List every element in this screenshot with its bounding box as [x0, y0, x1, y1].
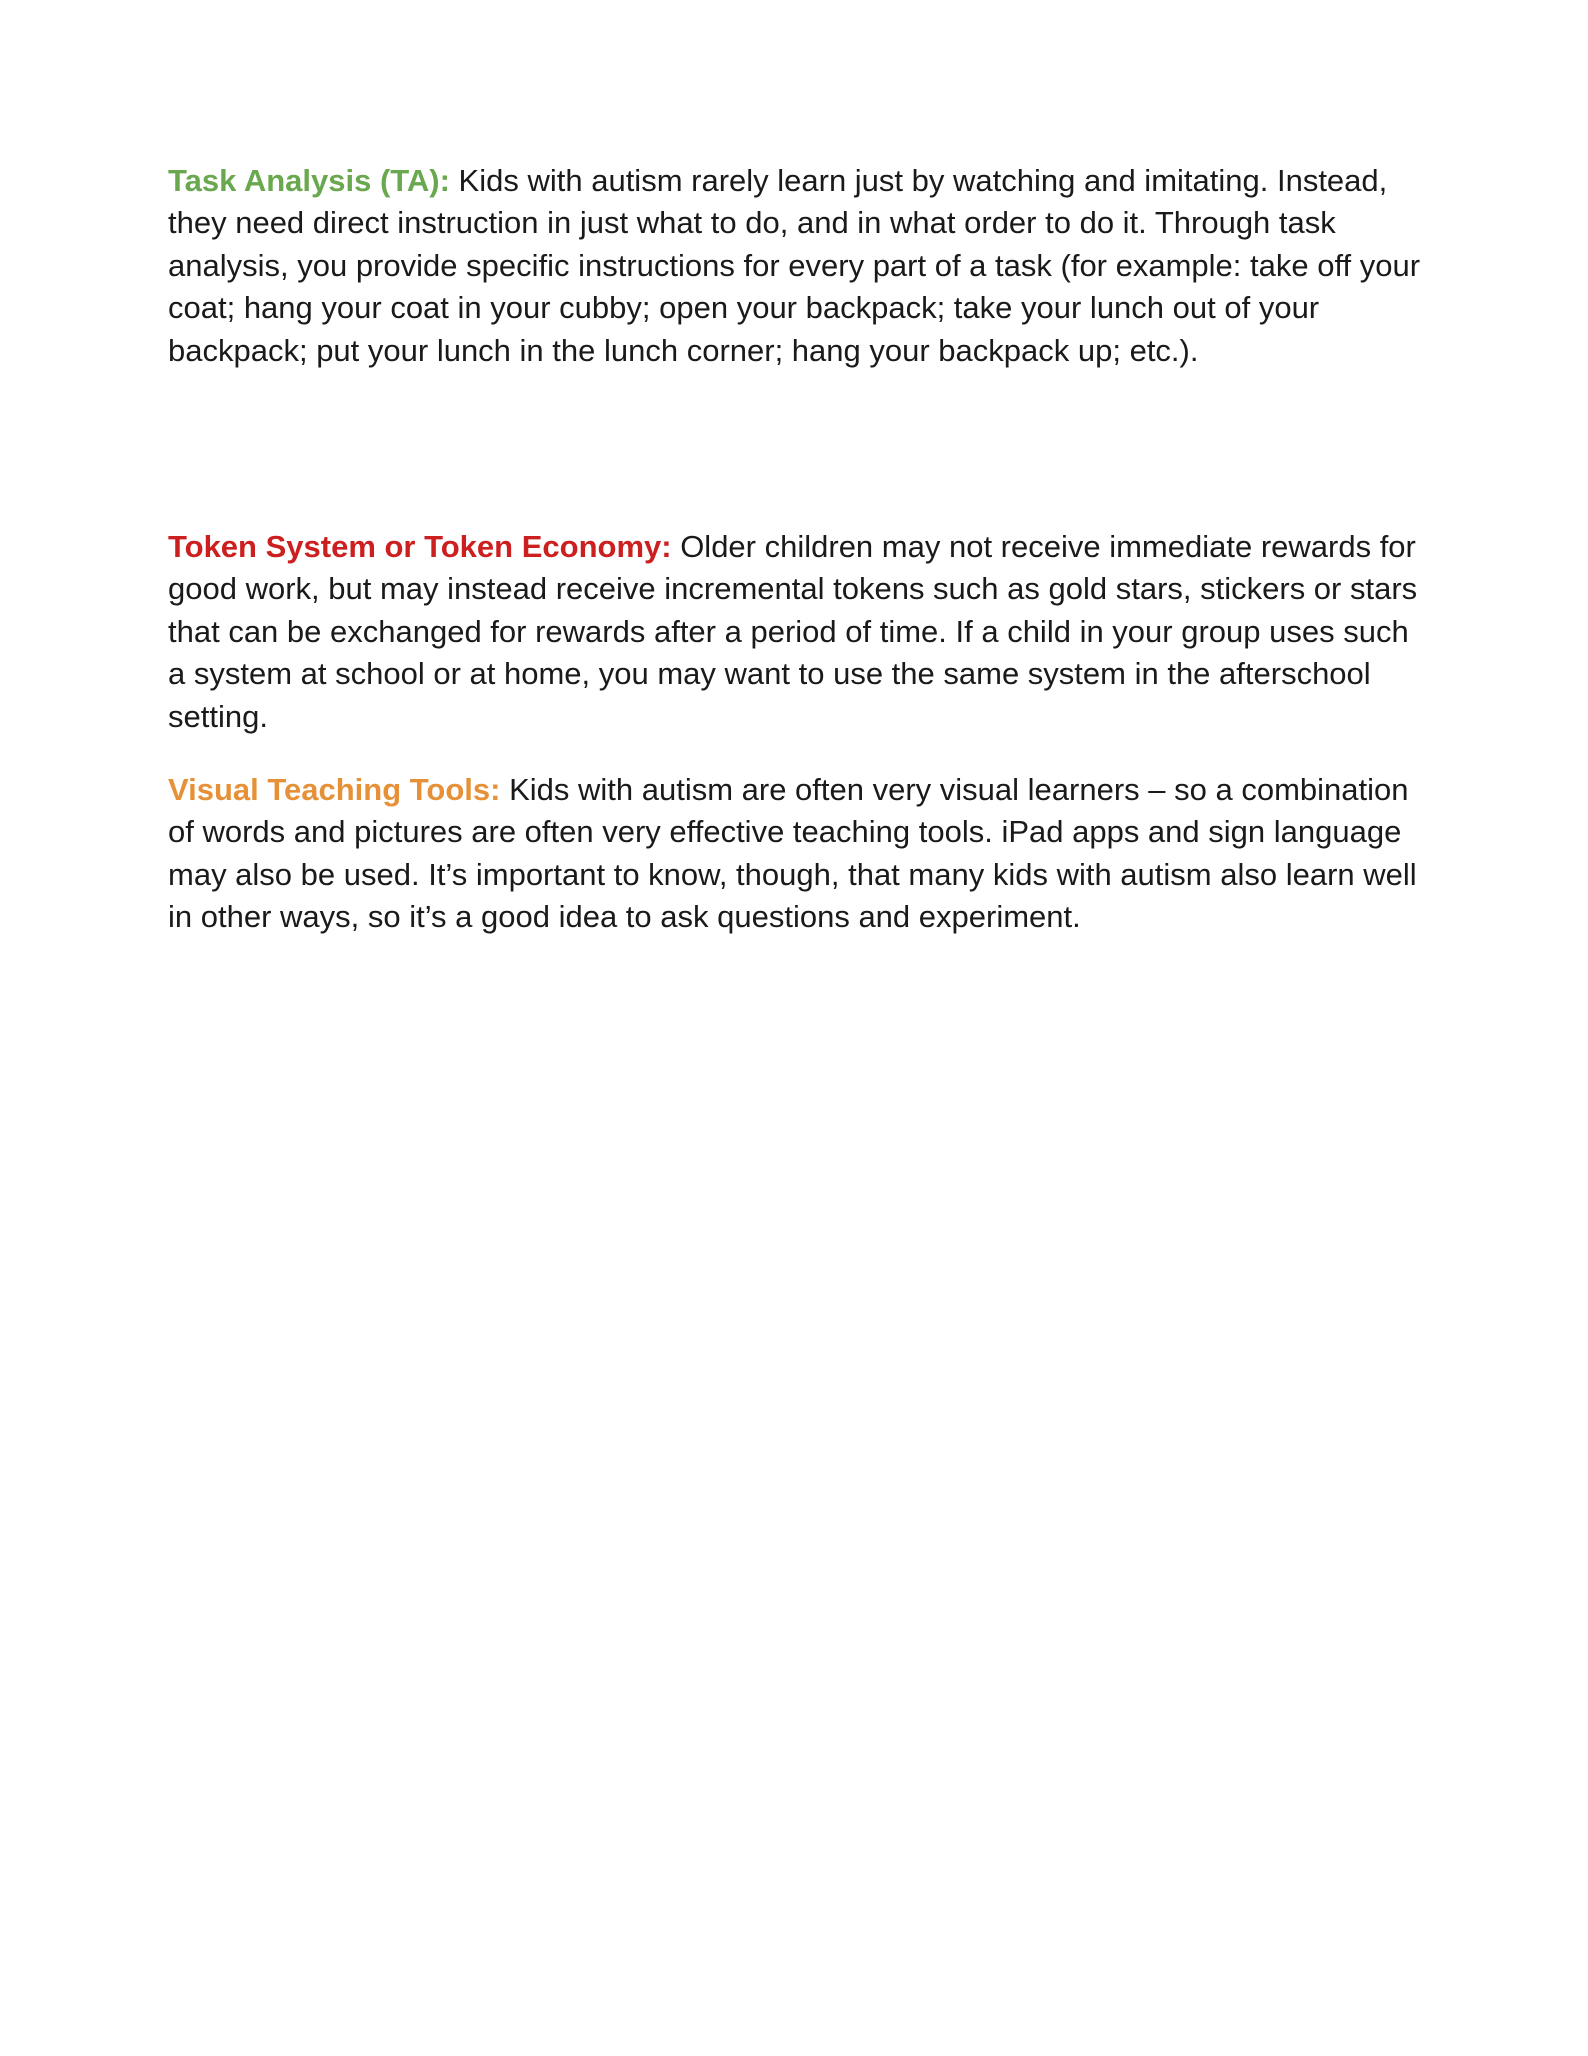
- visual-teaching-tools-term: Visual Teaching Tools:: [168, 772, 501, 807]
- visual-teaching-tools-text: Kids with autism are often very visual learners – so a combination of words and pictures are often very effective teaching tools. iPad apps and sign language may also be used. It’s important to know, though, that many kids with autism also learn well in other ways, so it’s a good idea to ask questions and experiment.: [168, 772, 1417, 935]
- visual-teaching-tools-paragraph: [168, 769, 1428, 939]
- token-system-paragraph: [168, 526, 1428, 738]
- token-system-text: Older children may not receive immediate rewards for good work, but may instead receive incremental tokens such as gold stars, stickers or stars that can be exchanged for rewards after a period of time. If a child in your group uses such a system at school or at home, you may want to use the same system in the afterschool setting.: [168, 529, 1418, 734]
- token-system-term: Token System or Token Economy:: [168, 529, 672, 564]
- task-analysis-text: Kids with autism rarely learn just by watching and imitating. Instead, they need direct instruction in just what to do, and in what order to do it. Through task analysis, you provide specific instructions for every part of a task (for example: take off your coat; hang your coat in your cubby; open your backpack; take your lunch out of your backpack; put your lunch in the lunch corner; hang your backpack up; etc.).: [168, 163, 1421, 368]
- task-analysis-paragraph: [168, 160, 1428, 372]
- task-analysis-term: Task Analysis (TA):: [168, 163, 450, 198]
